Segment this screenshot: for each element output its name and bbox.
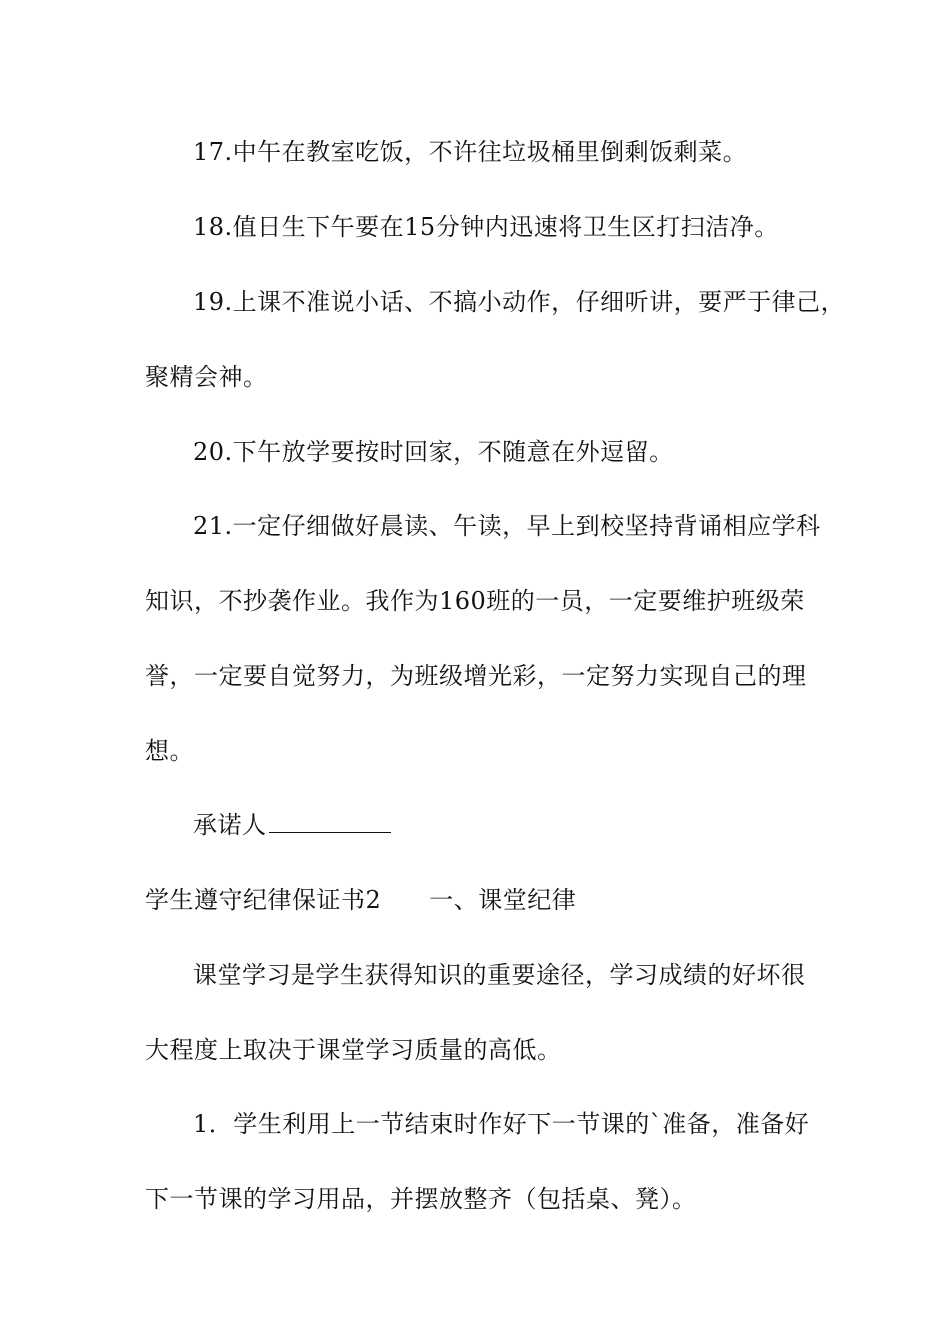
paragraph-item-19: 19.上课不准说小话、不搞小动作，仔细听讲，要严于律己，: [193, 288, 846, 316]
paragraph-intro: 课堂学习是学生获得知识的重要途径，学习成绩的好坏很: [193, 961, 806, 989]
paragraph-rule-1-continued: 下一节课的学习用品，并摆放整齐（包括桌、凳）。: [145, 1185, 697, 1213]
paragraph-item-20: 20.下午放学要按时回家，不随意在外逗留。: [193, 438, 674, 466]
paragraph-rule-1: 1．学生利用上一节结束时作好下一节课的`准备，准备好: [193, 1110, 810, 1138]
paragraph-item-21-line-3: 誉，一定要自觉努力，为班级增光彩，一定努力实现自己的理: [145, 662, 807, 690]
paragraph-item-17: 17.中午在教室吃饭，不许往垃圾桶里倒剩饭剩菜。: [193, 138, 748, 166]
signature-label: 承诺人: [193, 811, 267, 839]
paragraph-item-18: 18.值日生下午要在15分钟内迅速将卫生区打扫洁净。: [193, 213, 779, 241]
signature-row: [193, 808, 863, 842]
paragraph-item-21: 21.一定仔细做好晨读、午读，早上到校坚持背诵相应学科: [193, 512, 821, 540]
document-title: 学生遵守纪律保证书2: [145, 886, 382, 914]
paragraph-item-21-line-4: 想。: [145, 737, 194, 765]
paragraph-intro-continued: 大程度上取决于课堂学习质量的高低。: [145, 1036, 562, 1064]
section-title: 一、课堂纪律: [429, 886, 577, 914]
signature-blank-line: [269, 808, 391, 833]
paragraph-item-21-line-2: 知识，不抄袭作业。我作为160班的一员，一定要维护班级荣: [145, 587, 805, 615]
paragraph-item-19-continued: 聚精会神。: [145, 363, 268, 391]
section-heading-row: [145, 883, 815, 917]
